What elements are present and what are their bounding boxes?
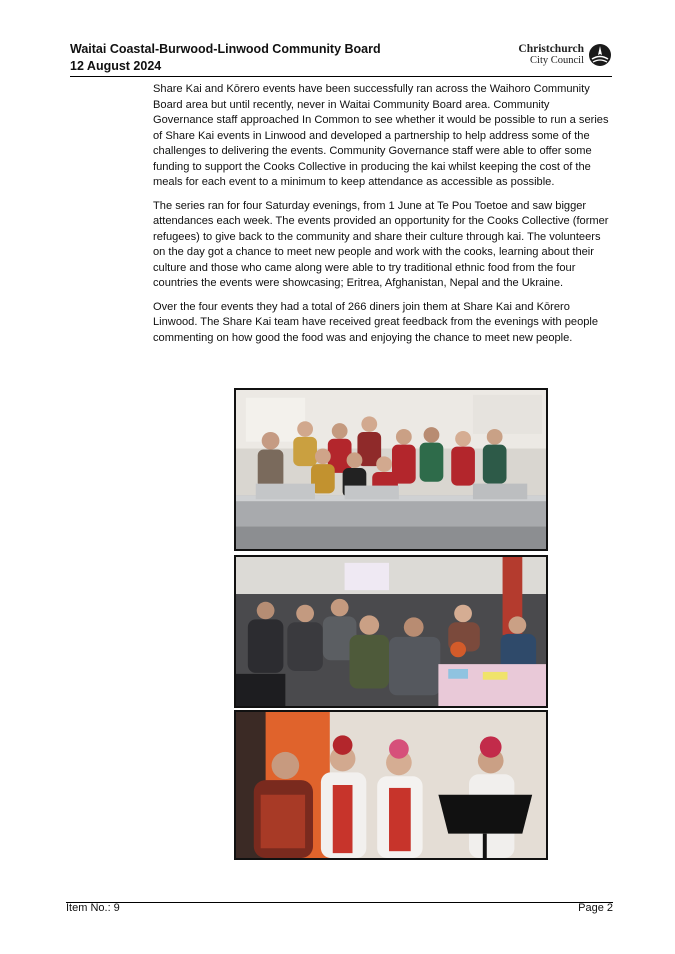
paragraph-series-summary: The series ran for four Saturday evenings, from 1 June at Te Pou Toetoe and saw bigger attendances each week. The events provided an opportunity for the Cooks Collective (former refugees) to give back to the community and share their culture through kai. The volunteers on the day got a chance to meet new people and work with the cooks, learning about their culture and those who came along were able to try traditional ethnic food from the four countries the events were showcasing; Eritrea, Afghanistan, Nepal and the Ukraine. — [153, 199, 609, 289]
community-board-name: Waitai Coastal-Burwood-Linwood Community Board — [70, 42, 381, 56]
photo-ukrainian-singers — [234, 710, 548, 860]
page-number: Page 2 — [578, 902, 613, 914]
council-logo — [518, 42, 612, 68]
photo-cooks-volunteers-kitchen — [234, 388, 548, 551]
logo-text-line2: City Council — [530, 55, 584, 66]
paragraph-share-kai-intro: Share Kai and Kōrero events have been successfully ran across the Waihoro Community Board area but until recently, never in Waitai Community Board area. Community Governance staff approached In Common to see whether it would be possible to run a series of Share Kai events in Linwood and developed a partnership to help address some of the challenges to delivering the events. Community Governance staff were able to offer some funding to support the Cooks Collective in producing the kai whilst keeping the cost of the meals for each event to a minimum to keep attendance as accessible as possible. — [153, 83, 609, 188]
page-header — [70, 42, 612, 76]
header-divider — [70, 76, 612, 77]
paragraph-attendance: Over the four events they had a total of 266 diners join them at Share Kai and Kōrero Linwood. The Share Kai team have received great feedback from the evenings with people commenting on how good the food was and enjoying the chance to meet new people. — [153, 300, 599, 344]
item-number: Item No.: 9 — [66, 902, 120, 914]
photo-diners-at-tables — [234, 555, 548, 708]
logo-text-line1: Christchurch — [518, 43, 584, 55]
footer-divider — [66, 902, 613, 903]
report-date: 12 August 2024 — [70, 59, 162, 73]
page-footer — [66, 902, 613, 914]
report-body — [153, 82, 611, 354]
christchurch-council-emblem-icon — [588, 43, 612, 67]
